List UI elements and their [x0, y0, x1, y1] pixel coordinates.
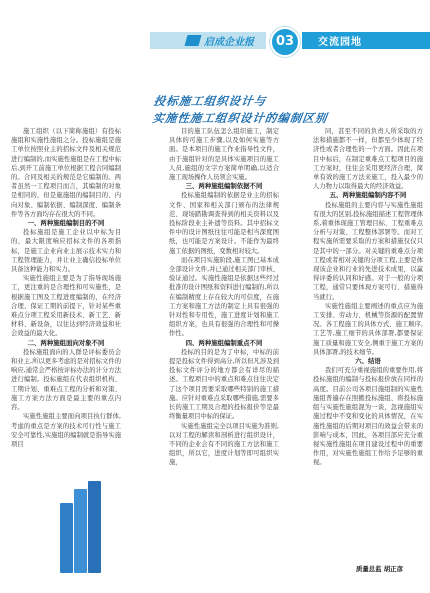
article-paragraph: 投标的目的是为了中标，中标的前提是投标文件得到高分,所以但凡涉及到投标文件评分的地方都会有详尽的描述。工程项目中的重点和难点往往决定了这个项目需要采取哪些特别的施工措施。应针对重难点采取哪些措施,需要多长的施工工期及合理的投标报价等是最终衡量项目中标的保证。 — [169, 348, 279, 421]
article-title-line1: 投标施工组织设计与 — [152, 94, 268, 108]
section-title: 交流园地 — [318, 37, 362, 48]
article-paragraph: 而在项目实施阶段,施工图已基本成全部设计文件,并已通过相关部门审核、验证通过。实施性施组是依据这些经过批准的设计图纸和资料进行编制的,所以在编制精度上存在较大的可信度，在施工方案和施工方法的制定上具有很强的针对性和专用性，施工进度计划和施工组织方案，也具有很强的合理性和可操作性。 — [169, 256, 279, 338]
logo-icon — [185, 35, 202, 46]
issue-number: 03 — [275, 34, 295, 49]
article-paragraph: 投标施组的主要内容与实施性施组有很大的区别,投标施组描述工程管理体系,着重体现施工管理目标、工程重难点分析与对策、工程整体部署等。而对工程实施所需要采取的方案和措施仅仅只是其中的一部分。对关键的重难点分项工程或者相对关键的分项工程,主要是体现该企业和行业的先进技术成果，以赢得评委的认同和好感。对于一般的分项工程，通常只要体现方案可行、措施得当就行。 — [313, 201, 423, 301]
section-heading: 六、结语 — [355, 357, 381, 366]
article-column-3 — [313, 127, 423, 468]
article-column-1 — [11, 127, 121, 449]
article-column-2 — [169, 127, 279, 468]
article-paragraph: 投标施组编制的依据是业主的招标文件、国家和相关部门颁布的法律规范、现场踏勘调查得到的相关资料以及投标阶段业主补遗等资料。其中招标文件中的设计图纸往往可能是相当深度图纸，也可能是方案设计。不能作为最终施工依据的图纸，变数相对较大。 — [169, 192, 279, 255]
article-paragraph: 投标施组是施工企业以中标为目的，最大限度响应招标文件的各项指标，是施工企业向业主展示技术实力和工程管理能力，并让业主确信投标单位具备这种能力和实力。 — [11, 229, 121, 274]
section-heading: 五、两种施组编制内容不同 — [329, 191, 407, 200]
author-byline: 质量总监 胡正彦 — [356, 565, 403, 573]
article-paragraph: 目的施工队伍怎么组织施工，制定具体的可施工步骤,以及如何实施等方面。是本项目的施工作业指导性文件，由于施组针对的是具体实施项目的施工人员,施组的文字方案简单明确,以适合施工现场操作人员领会实施。 — [169, 128, 279, 182]
article-paragraph: 实施性施组主要是为了指导现场施工，更注重的是合理性和可实施性，是根据施工图及工程进度编制的，在经济合理、保证工期的前提下，针对某些重难点分项工程采用新技术、新工艺、新材料、新设备，以往达到经济效益和社会效益的最大化。 — [11, 275, 121, 338]
article-paragraph: 投标施组面向的人群是评标委员会和业主,所以更多考虑的是对招标文件的响应,通常会严格按评标办法的计分方法进行编制。投标施组在代表组织机构、工期计划、重难点工程的分析和对策、施工方案方法方面是最主要的重点内容。 — [11, 348, 121, 412]
article-paragraph: 我们可充分重视施组的重要作用,将投标施组的编制与投标报价放在同样的高度。目前公司各项目施组制的实施性施组普遍存在照搬投标施组、将投标施组与实施性施组混为一谈，忽视施组实施过程中不变和变化的具体情况，在实施性施组的后期对项目的效益会带来的影响与成本，因此，各项目部应充分重视实施性施组在项目建设过程中的重要作用，对实施性施组工作给予足够的重视。 — [313, 367, 423, 467]
issue-badge — [270, 27, 300, 57]
newspaper-logo: 启成企业报 — [204, 37, 254, 48]
article-paragraph: 施工组织（以下简称施组）有投标施组和实施性施组之分。投标施组是施工单位按照业主的招标文件及相关规范进行编制的,而实施性施组是在工程中标后,到开工前施工单位根据工程合同编制的。合同及相关的规范是它编制的。两者虽然一工程项目而言，其编制的对象是相同的，但是施施组的编制目的、内向对象、编制依据、编制深度、编制条件等各方面均存在很大的不同。 — [11, 128, 121, 218]
article-title-line2: 实施性施工组织设计的编制区别 — [151, 111, 329, 125]
article-paragraph: 实施性施组主要面向项目执行群体,考虑的重点是方案的技术可行性与施工安全可靠性,实施组的编制就是指导实施项目 — [11, 413, 121, 448]
article-paragraph: 实施性施组完全以项目实施为准则,以对工程的解读和剖析进行组织设计，不同的企业会有不同的施工方法和施工组织，所以它，进度计划等即可组织实施， — [169, 422, 279, 467]
section-heading: 三、两种施组编制依据不同 — [185, 182, 263, 191]
article-paragraph: 同，甚至不同的负责人所采取的方法和措施都不一样，但都至少体现了经济性或者合理性的一个方面。因此在项目中标后，在制定重难点工程项目的施工方案时，往往会采用更经济合理，简单有效的施工方法来施工，投入最少的人力物力以取得最大的经济效益。 — [313, 128, 423, 191]
section-heading: 四、两种施组编制重点不同 — [185, 338, 263, 347]
section-heading: 二、两种施组面向对象不同 — [27, 338, 105, 347]
article-paragraph: 实施性施组主要阐述的重点应为施工安排、劳动力、机械等资源的配置情况。各工程施工的具体方式、施工顺序,工艺等,施工细节的具体部署,都要保证施工质量和施工安全,侧重于施工方案的具体部署,的技术细节。 — [313, 302, 423, 356]
section-heading: 一、两种施组编制目的不同 — [27, 219, 105, 228]
binders-photo — [60, 479, 104, 573]
